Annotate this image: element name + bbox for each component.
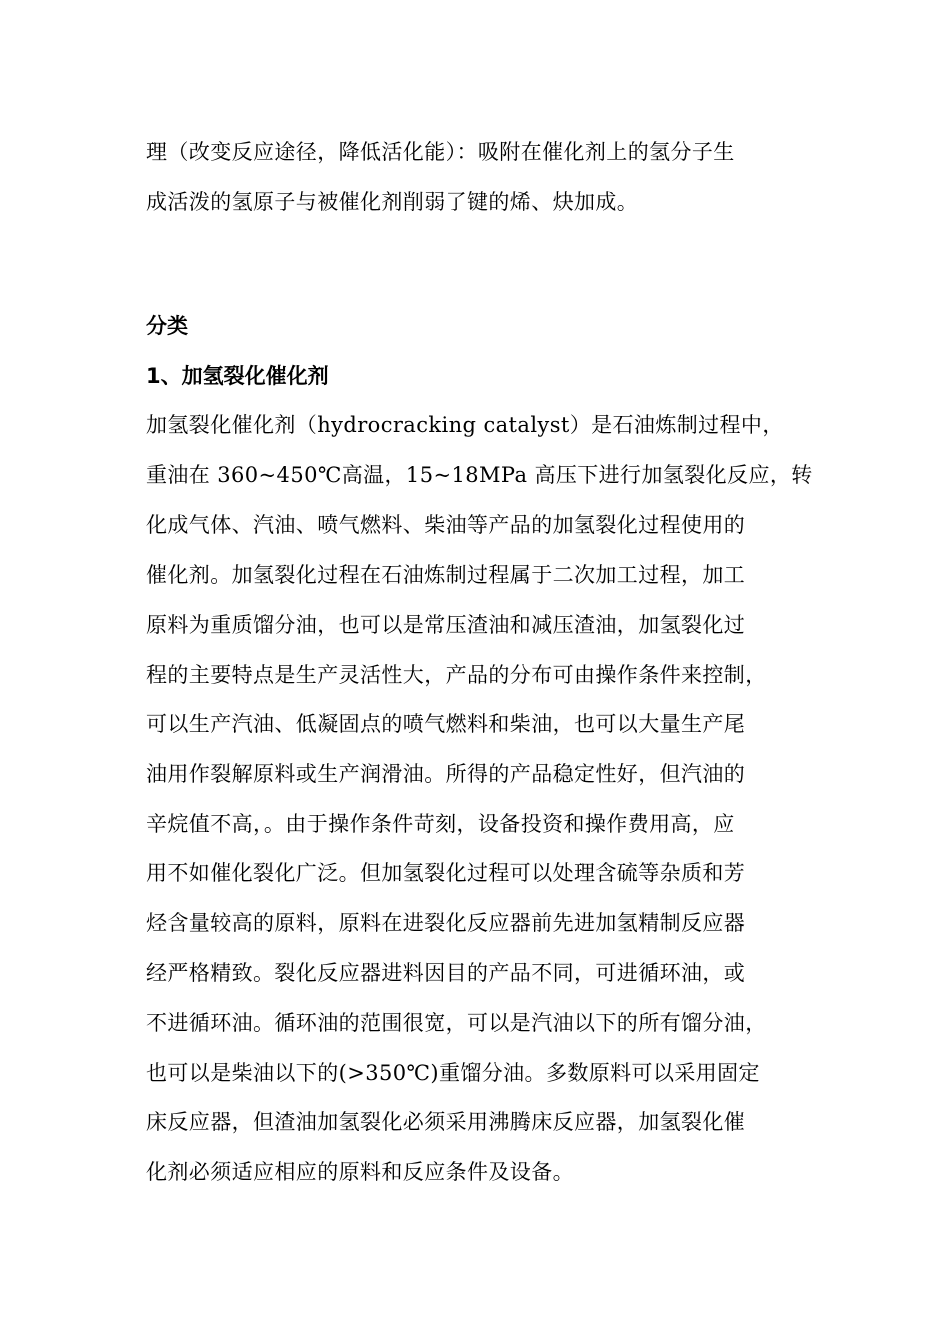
body-line-2: 重油在 360~450℃高温，15~18MPa 高压下进行加氢裂化反应，转 bbox=[146, 463, 813, 487]
body-line-7: 可以生产汽油、低凝固点的喷气燃料和柴油，也可以大量生产尾 bbox=[146, 712, 746, 736]
section-heading: 分类 bbox=[146, 314, 188, 338]
body-line-5: 原料为重质馏分油，也可以是常压渣油和减压渣油，加氢裂化过 bbox=[146, 613, 746, 637]
body-line-4: 催化剂。加氢裂化过程在石油炼制过程属于二次加工过程，加工 bbox=[146, 563, 746, 587]
body-line-11: 烃含量较高的原料，原料在进裂化反应器前先进加氢精制反应器 bbox=[146, 911, 746, 935]
intro-line-2: 成活泼的氢原子与被催化剂削弱了键的烯、炔加成。 bbox=[146, 190, 639, 214]
body-line-8: 油用作裂解原料或生产润滑油。所得的产品稳定性好，但汽油的 bbox=[146, 762, 746, 786]
body-line-6: 程的主要特点是生产灵活性大，产品的分布可由操作条件来控制， bbox=[146, 663, 767, 687]
body-line-14: 也可以是柴油以下的(>350℃)重馏分油。多数原料可以采用固定 bbox=[146, 1061, 760, 1085]
body-line-1: 加氢裂化催化剂（hydrocracking catalyst）是石油炼制过程中， bbox=[146, 413, 784, 437]
intro-line-1: 理（改变反应途径，降低活化能）：吸附在催化剂上的氢分子生 bbox=[146, 140, 735, 164]
body-line-16: 化剂必须适应相应的原料和反应条件及设备。 bbox=[146, 1160, 574, 1184]
body-line-9: 辛烷值不高，。由于操作条件苛刻，设备投资和操作费用高，应 bbox=[146, 812, 735, 836]
body-line-13: 不进循环油。循环油的范围很宽，可以是汽油以下的所有馏分油， bbox=[146, 1011, 767, 1035]
body-line-3: 化成气体、汽油、喷气燃料、柴油等产品的加氢裂化过程使用的 bbox=[146, 513, 746, 537]
subsection-heading: 1、加氢裂化催化剂 bbox=[146, 364, 329, 388]
body-line-10: 用不如催化裂化广泛。但加氢裂化过程可以处理含硫等杂质和芳 bbox=[146, 861, 746, 885]
body-line-12: 经严格精致。裂化反应器进料因目的产品不同，可进循环油，或 bbox=[146, 961, 746, 985]
body-line-15: 床反应器，但渣油加氢裂化必须采用沸腾床反应器，加氢裂化催 bbox=[146, 1110, 746, 1134]
